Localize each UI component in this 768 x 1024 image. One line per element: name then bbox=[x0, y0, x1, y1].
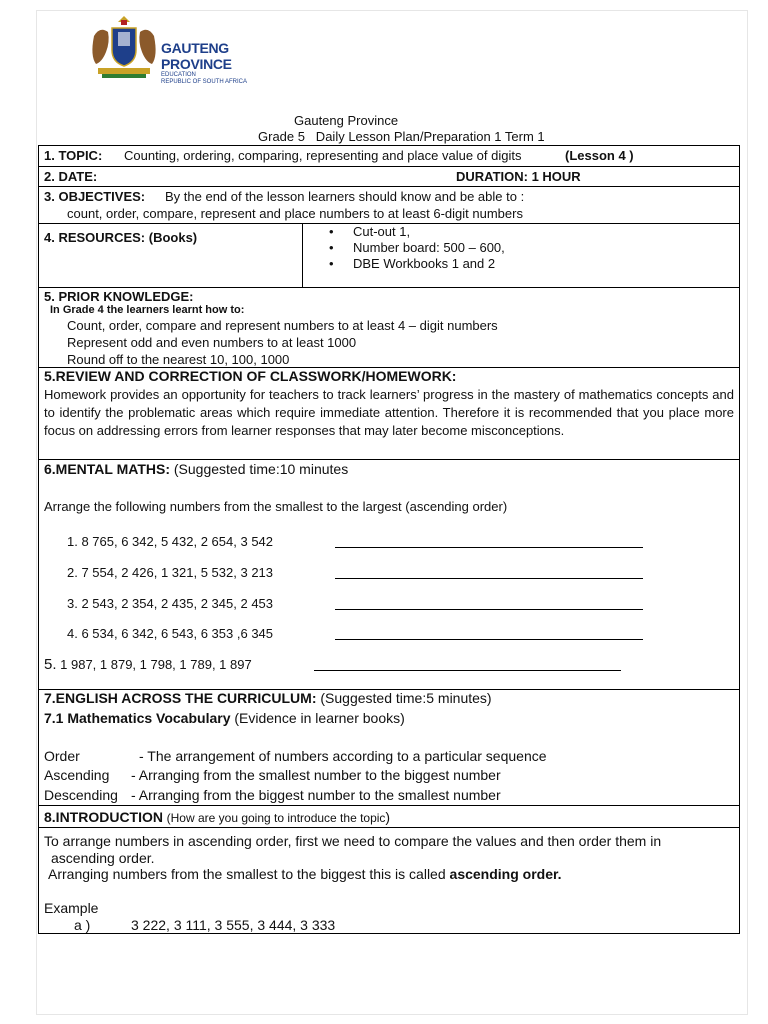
prior-item: Round off to the nearest 10, 100, 1000 bbox=[67, 352, 290, 367]
resources-item: • DBE Workbooks 1 and 2 bbox=[309, 256, 505, 272]
vocab-def: - The arrangement of numbers according to a particular sequence bbox=[139, 748, 547, 764]
resources-list bbox=[309, 224, 505, 272]
review-row bbox=[38, 367, 740, 459]
logo-sub-education: EDUCATION bbox=[161, 72, 196, 78]
logo-text bbox=[161, 40, 298, 86]
date-label: 2. DATE: bbox=[44, 169, 98, 184]
prior-sub: In Grade 4 the learners learnt how to: bbox=[50, 304, 245, 316]
review-heading: 5.REVIEW AND CORRECTION OF CLASSWORK/HOMEWORK: bbox=[44, 368, 457, 384]
mental-heading: 6.MENTAL MATHS: bbox=[44, 461, 170, 477]
topic-row bbox=[38, 145, 740, 166]
objectives-text: By the end of the lesson learners should know and be able to : bbox=[165, 189, 525, 204]
intro-heading: 8.INTRODUCTION bbox=[44, 809, 163, 825]
resources-item: • Number board: 500 – 600, bbox=[309, 240, 505, 256]
mental-heading-wrap bbox=[44, 461, 348, 477]
prior-item: Count, order, compare and represent numbers to at least 4 – digit numbers bbox=[67, 318, 498, 333]
logo-name: GAUTENG PROVINCE bbox=[161, 40, 232, 72]
english-heading: 7.ENGLISH ACROSS THE CURRICULUM: bbox=[44, 690, 317, 706]
review-text: Homework provides an opportunity for teachers to track learners’ progress in the mastery of mathematics concepts and to identify the problematic areas which require immediate attention. Therefore it is recommended that you place more focus on addressing errors from learner responses that may later become misconceptions. bbox=[44, 387, 734, 438]
english-heading-wrap bbox=[44, 690, 492, 706]
english-row bbox=[38, 689, 740, 805]
vocab-heading-wrap bbox=[44, 710, 405, 726]
objectives-row bbox=[38, 186, 740, 223]
mental-time: (Suggested time:10 minutes bbox=[173, 461, 349, 477]
resources-divider bbox=[302, 224, 303, 287]
topic-lesson: (Lesson 4 ) bbox=[565, 148, 634, 163]
header-province: Gauteng Province bbox=[294, 113, 399, 128]
duration-label: DURATION: 1 HOUR bbox=[456, 169, 581, 184]
intro-note-end: ) bbox=[385, 809, 391, 825]
intro-line3-wrap bbox=[48, 866, 562, 882]
logo-sub-republic: REPUBLIC OF SOUTH AFRICA bbox=[161, 79, 248, 85]
example-label: Example bbox=[44, 900, 99, 916]
prior-label: 5. PRIOR KNOWLEDGE: bbox=[44, 289, 194, 304]
intro-body-row bbox=[38, 827, 740, 934]
answer-line bbox=[335, 639, 643, 640]
gauteng-logo bbox=[88, 16, 298, 85]
objectives-line2: count, order, compare, represent and place numbers to at least 6-digit numbers bbox=[67, 206, 523, 221]
vocab-def: - Arranging from the smallest number to the biggest number bbox=[131, 767, 501, 783]
header-grade: Grade 5 Daily Lesson Plan/Preparation 1 Term 1 bbox=[258, 129, 545, 144]
vocab-heading: 7.1 Mathematics Vocabulary bbox=[44, 710, 231, 726]
mental-maths-row bbox=[38, 459, 740, 689]
mental-item: 3. 2 543, 2 354, 2 435, 2 345, 2 453 bbox=[67, 596, 274, 611]
topic-text: Counting, ordering, comparing, representing and place value of digits bbox=[124, 148, 522, 163]
topic-label: 1. TOPIC: bbox=[44, 148, 103, 163]
intro-line1: To arrange numbers in ascending order, first we need to compare the values and then order them in bbox=[44, 833, 662, 849]
mental-item: 1. 8 765, 6 342, 5 432, 2 654, 3 542 bbox=[67, 534, 274, 549]
prior-item: Represent odd and even numbers to at least 1000 bbox=[67, 335, 357, 350]
objectives-label: 3. OBJECTIVES: bbox=[44, 189, 146, 204]
vocab-term: Descending bbox=[44, 787, 118, 803]
vocab-note: (Evidence in learner books) bbox=[234, 710, 405, 726]
vocab-def: - Arranging from the biggest number to the smallest number bbox=[131, 787, 501, 803]
intro-note: (How are you going to introduce the topic bbox=[166, 811, 386, 825]
example-values: 3 222, 3 111, 3 555, 3 444, 3 333 bbox=[131, 917, 336, 933]
mental-item5-num: 5. bbox=[44, 656, 57, 673]
mental-instruction: Arrange the following numbers from the smallest to the largest (ascending order) bbox=[44, 499, 508, 514]
resources-label: 4. RESOURCES: (Books) bbox=[44, 230, 198, 245]
prior-knowledge-row bbox=[38, 287, 740, 367]
resources-item: • Cut-out 1, bbox=[309, 224, 505, 240]
mental-item5-text: 1 987, 1 879, 1 798, 1 789, 1 897 bbox=[60, 657, 252, 672]
example-letter: a ) bbox=[74, 917, 91, 933]
intro-heading-wrap bbox=[44, 809, 390, 825]
vocab-term: Order bbox=[44, 748, 80, 764]
mental-item: 4. 6 534, 6 342, 6 543, 6 353 ,6 345 bbox=[67, 626, 274, 641]
intro-line2: ascending order. bbox=[51, 850, 155, 866]
mental-item: 2. 7 554, 2 426, 1 321, 5 532, 3 213 bbox=[67, 565, 274, 580]
intro-line3-bold: ascending order. bbox=[449, 866, 562, 882]
english-time: (Suggested time:5 minutes) bbox=[320, 690, 492, 706]
answer-line bbox=[314, 670, 621, 671]
answer-line bbox=[335, 547, 643, 548]
coat-of-arms-icon bbox=[88, 16, 160, 82]
vocab-term: Ascending bbox=[44, 767, 110, 783]
intro-line3: Arranging numbers from the smallest to the biggest this is called bbox=[48, 866, 446, 882]
answer-line bbox=[335, 578, 643, 579]
answer-line bbox=[335, 609, 643, 610]
resources-row bbox=[38, 223, 740, 287]
mental-item-5 bbox=[44, 656, 252, 673]
date-row bbox=[38, 166, 740, 186]
intro-heading-row bbox=[38, 805, 740, 827]
